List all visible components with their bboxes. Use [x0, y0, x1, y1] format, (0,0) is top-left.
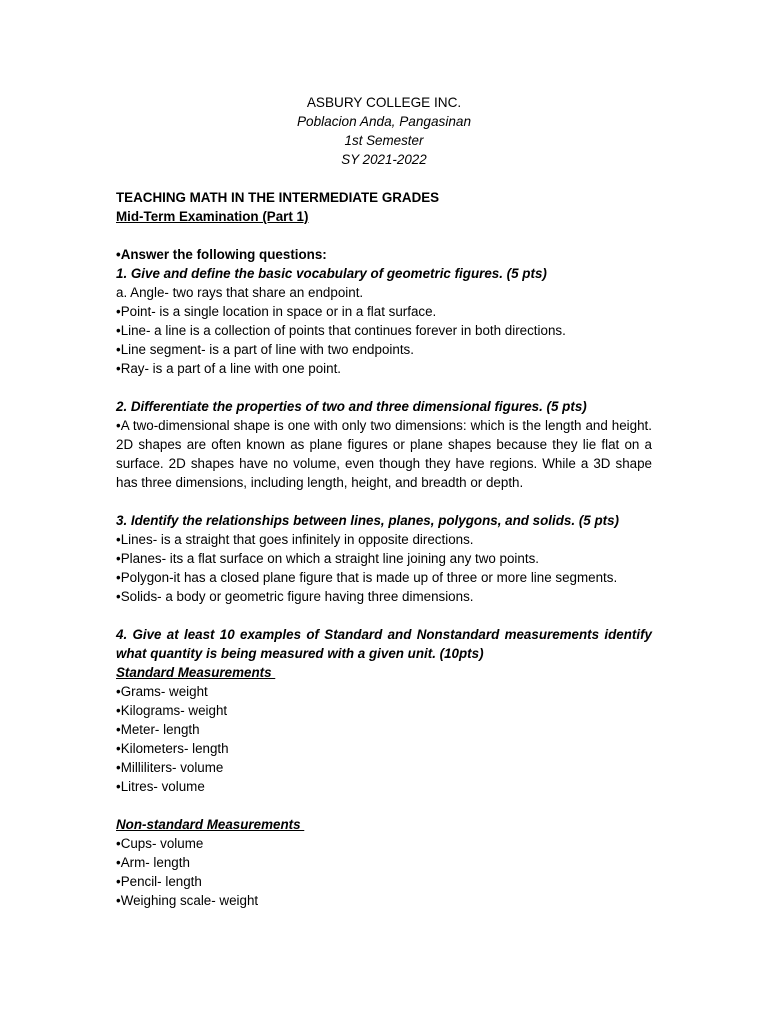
- question-4: 4. Give at least 10 examples of Standard and Nonstandard measurements identify what quantity is being measured with a given unit. (10pts): [116, 627, 652, 661]
- nonstandard-item: •Pencil- length: [116, 874, 202, 889]
- instruction: •Answer the following questions:: [116, 247, 327, 262]
- semester: 1st Semester: [344, 133, 424, 148]
- q3-answer-2: •Planes- its a flat surface on which a straight line joining any two points.: [116, 551, 539, 566]
- school-name: ASBURY COLLEGE INC.: [306, 95, 462, 110]
- q1-answer-1: a. Angle- two rays that share an endpoint.: [116, 285, 364, 300]
- spacer: [116, 169, 652, 188]
- standard-item: •Milliliters- volume: [116, 760, 224, 775]
- standard-heading: Standard Measurements: [116, 665, 276, 680]
- question-1: 1. Give and define the basic vocabulary of geometric figures. (5 pts): [116, 266, 547, 281]
- q3-answer-4: •Solids- a body or geometric figure having three dimensions.: [116, 589, 474, 604]
- q3-answer-1: •Lines- is a straight that goes infinitely in opposite directions.: [116, 532, 474, 547]
- standard-item: •Grams- weight: [116, 684, 208, 699]
- question-2: 2. Differentiate the properties of two and three dimensional figures. (5 pts): [116, 399, 587, 414]
- spacer: [116, 796, 652, 815]
- nonstandard-item: •Cups- volume: [116, 836, 204, 851]
- q1-answer-2: •Point- is a single location in space or in a flat surface.: [116, 304, 437, 319]
- question-3: 3. Identify the relationships between lines, planes, polygons, and solids. (5 pts): [116, 513, 619, 528]
- standard-item: •Litres- volume: [116, 779, 205, 794]
- q3-answer-3: •Polygon-it has a closed plane figure that is made up of three or more line segments.: [116, 570, 618, 585]
- q1-answer-5: •Ray- is a part of a line with one point.: [116, 361, 342, 376]
- document-content: [116, 93, 652, 910]
- school-year: SY 2021-2022: [341, 152, 427, 167]
- spacer: [116, 492, 652, 511]
- nonstandard-item: •Weighing scale- weight: [116, 893, 259, 908]
- school-address: Poblacion Anda, Pangasinan: [296, 114, 472, 129]
- exam-title: Mid-Term Examination (Part 1): [116, 209, 309, 224]
- nonstandard-heading: Non-standard Measurements: [116, 817, 305, 832]
- spacer: [116, 378, 652, 397]
- nonstandard-item: •Arm- length: [116, 855, 190, 870]
- spacer: [116, 606, 652, 625]
- standard-item: •Kilograms- weight: [116, 703, 228, 718]
- q2-answer: •A two-dimensional shape is one with only two dimensions: which is the length and height. 2D shapes are often known as plane figures or plane shapes because they lie flat on a surface. 2D shapes have no volume, even though they have regions. While a 3D shape has three dimensions, including length, height, and breadth or depth.: [116, 418, 652, 490]
- standard-item: •Kilometers- length: [116, 741, 229, 756]
- course-title: TEACHING MATH IN THE INTERMEDIATE GRADES: [116, 190, 440, 205]
- q1-answer-4: •Line segment- is a part of line with two endpoints.: [116, 342, 414, 357]
- standard-item: •Meter- length: [116, 722, 200, 737]
- q1-answer-3: •Line- a line is a collection of points that continues forever in both directions.: [116, 323, 566, 338]
- spacer: [116, 226, 652, 245]
